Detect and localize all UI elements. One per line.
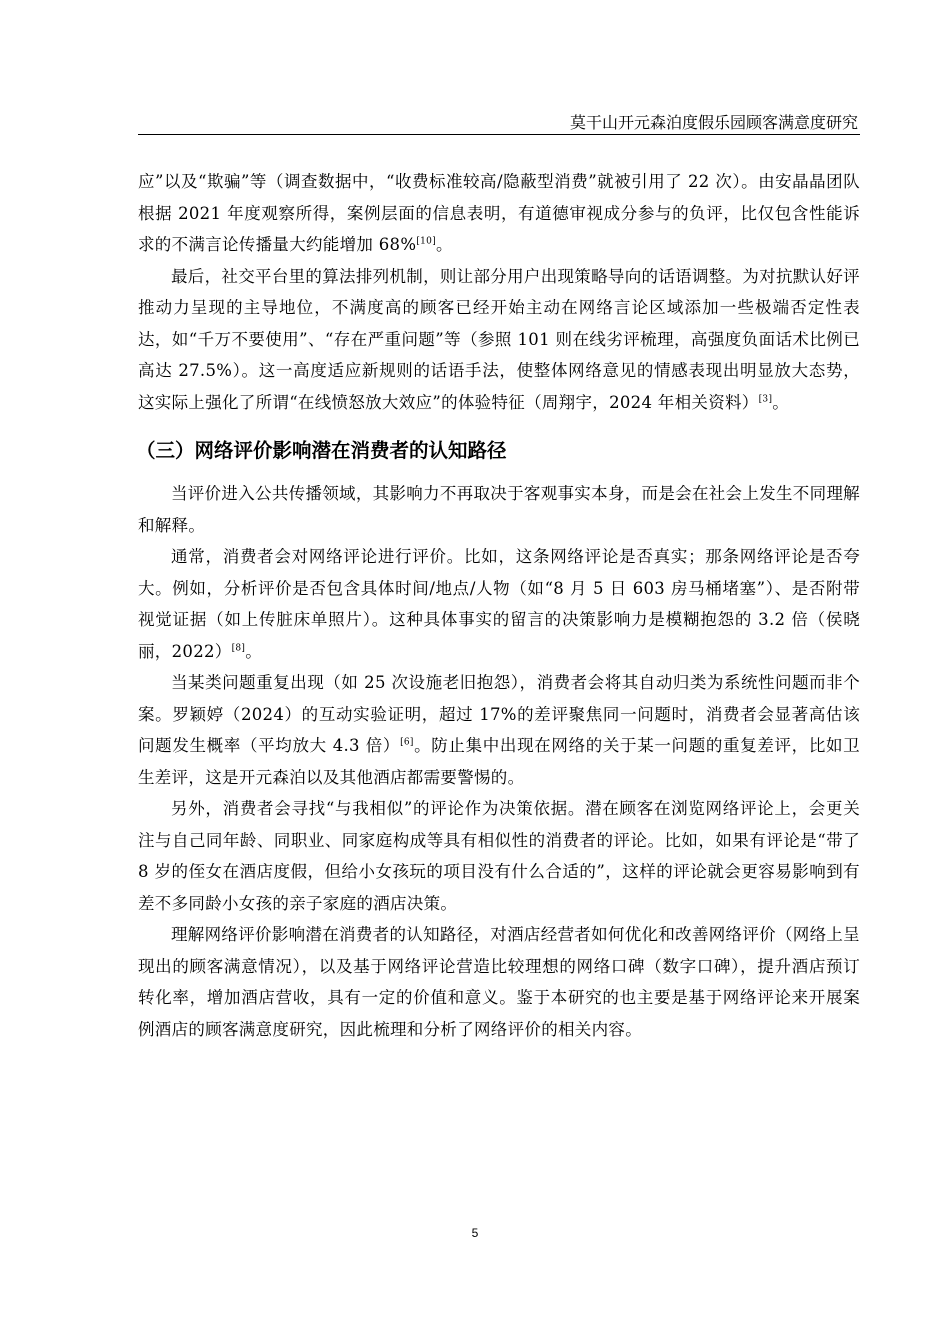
paragraph: 通常，消费者会对网络评论进行评价。比如，这条网络评论是否真实；那条网络评论是否夸大。例如，分析评价是否包含具体时间/地点/人物（如“8 月 5 日 603 房马桶堵塞”）、是否附带视觉证据（如上传脏床单照片）。这种具体事实的留言的决策影响力是模糊抱怨的 3.2 倍（侯晓丽，2022）[8]。 [138,547,860,661]
citation-ref: [3] [758,394,773,404]
citation-ref: [8] [231,643,246,653]
header-rule [138,134,860,135]
paragraph: 当某类问题重复出现（如 25 次设施老旧抱怨），消费者会将其自动归类为系统性问题而非个案。罗颖婷（2024）的互动实验证明，超过 17%的差评聚焦同一问题时，消费者会显著高估该问题发生概率（平均放大 4.3 倍）[6]。防止集中出现在网络的关于某一问题的重复差评，比如卫生差评，这是开元森泊以及其他酒店都需要警惕的。 [138,673,860,787]
paragraph-continued: 应”以及“欺骗”等（调查数据中，“收费标准较高/隐蔽型消费”就被引用了 22 次）。由安晶晶团队根据 2021 年度观察所得，案例层面的信息表明，有道德审视成分参与的负评，比仅包含性能诉求的不满言论传播量大约能增加 68%[10]。 [138,172,860,254]
running-header: 莫干山开元森泊度假乐园顾客满意度研究 [569,113,858,132]
paragraph: 另外，消费者会寻找“与我相似”的评论作为决策依据。潜在顾客在浏览网络评论上，会更关注与自己同年龄、同职业、同家庭构成等具有相似性的消费者的评论。比如，如果有评论是“带了 8 岁的侄女在酒店度假，但给小女孩玩的项目没有什么合适的”，这样的评论就会更容易影响到有差不多同龄小女孩的亲子家庭的酒店决策。 [138,799,860,913]
paragraph: 最后，社交平台里的算法排列机制，则让部分用户出现策略导向的话语调整。为对抗默认好评推动力呈现的主导地位，不满度高的顾客已经开始主动在网络言论区域添加一些极端否定性表达，如“千万不要使用”、“存在严重问题”等（参照 101 则在线劣评梳理，高强度负面话术比例已高达 27.5%）。这一高度适应新规则的话语手法，使整体网络意见的情感表现出明显放大态势，这实际上强化了所谓“在线愤怒放大效应”的体验特征（周翔宇，2024 年相关资料）[3]。 [138,266,860,412]
paragraph: 理解网络评价影响潜在消费者的认知路径，对酒店经营者如何优化和改善网络评价（网络上呈现出的顾客满意情况），以及基于网络评论营造比较理想的网络口碑（数字口碑），提升酒店预订转化率，增加酒店营收，具有一定的价值和意义。鉴于本研究的也主要是基于网络评论来开展案例酒店的顾客满意度研究，因此梳理和分析了网络评价的相关内容。 [138,925,860,1039]
page-number: 5 [471,1226,479,1240]
paragraph: 当评价进入公共传播领域，其影响力不再取决于客观事实本身，而是会在社会上发生不同理解和解释。 [138,484,860,535]
citation-ref: [10] [416,236,437,247]
section-heading: （三）网络评价影响潜在消费者的认知路径 [136,439,507,462]
citation-ref: [6] [400,737,414,748]
body-text [138,166,860,1045]
